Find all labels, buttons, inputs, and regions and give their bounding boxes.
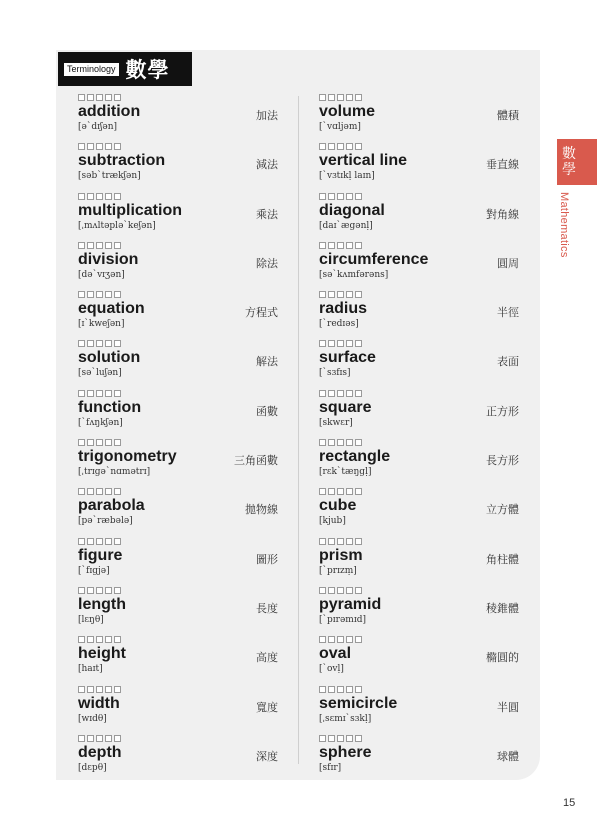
vocab-entry [319, 242, 519, 290]
vocab-word: oval [319, 645, 352, 663]
review-checkbox[interactable] [87, 193, 94, 200]
vocab-translation: 角柱體 [486, 552, 519, 566]
review-checkbox[interactable] [355, 94, 362, 101]
vocab-entry [78, 439, 278, 487]
review-checkbox[interactable] [78, 390, 85, 397]
vocab-word: surface [319, 349, 376, 367]
vocab-pronunciation: [səˋluʃən] [78, 368, 122, 379]
vocab-translation: 稜錐體 [486, 601, 519, 615]
review-checkboxes [319, 291, 519, 299]
review-checkbox[interactable] [78, 94, 85, 101]
vocab-entry [78, 488, 278, 536]
review-checkbox[interactable] [328, 439, 335, 446]
side-tab-subtitle: Mathematics [558, 192, 570, 258]
vocab-pronunciation: [ˋvɑljəm] [319, 122, 361, 132]
vocab-word: multiplication [78, 201, 182, 219]
vocab-word: figure [78, 546, 123, 564]
vocab-word: equation [78, 300, 145, 318]
review-checkboxes [319, 686, 519, 694]
review-checkbox[interactable] [355, 636, 362, 643]
review-checkboxes [319, 340, 519, 348]
review-checkbox[interactable] [87, 636, 94, 643]
vocab-translation: 體積 [497, 109, 519, 122]
review-checkbox[interactable] [346, 636, 353, 643]
review-checkboxes [319, 488, 519, 496]
review-checkbox[interactable] [346, 439, 353, 446]
vocab-word: rectangle [319, 448, 391, 466]
vocab-word: volume [319, 103, 376, 120]
vocab-entry [319, 94, 519, 142]
side-tab-title: 數學 [562, 146, 576, 178]
vocab-pronunciation: [ˌsɛmɪˋsɜkḷ] [319, 713, 372, 724]
review-checkboxes [78, 488, 278, 496]
vocab-translation: 圓周 [497, 256, 519, 270]
review-checkbox[interactable] [78, 143, 85, 150]
review-checkbox[interactable] [87, 390, 94, 397]
review-checkbox[interactable] [78, 488, 85, 495]
vocab-translation: 表面 [497, 355, 519, 369]
vocab-word: semicircle [319, 694, 398, 712]
review-checkbox[interactable] [337, 143, 344, 150]
review-checkboxes [78, 94, 278, 102]
review-checkbox[interactable] [114, 735, 121, 742]
vocab-translation: 三角函數 [234, 454, 278, 468]
review-checkbox[interactable] [78, 735, 85, 742]
review-checkbox[interactable] [87, 686, 94, 693]
review-checkbox[interactable] [328, 587, 335, 594]
review-checkbox[interactable] [78, 291, 85, 298]
vocab-translation: 減法 [256, 158, 278, 172]
vocab-entry [319, 636, 519, 684]
review-checkbox[interactable] [319, 488, 326, 495]
review-checkboxes [78, 143, 278, 151]
review-checkbox[interactable] [87, 340, 94, 347]
review-checkbox[interactable] [105, 587, 112, 594]
right-column [319, 93, 519, 783]
review-checkboxes [319, 439, 519, 447]
vocab-entry [78, 143, 278, 191]
review-checkbox[interactable] [114, 439, 121, 446]
review-checkbox[interactable] [114, 94, 121, 101]
review-checkboxes [319, 636, 519, 644]
review-checkbox[interactable] [337, 439, 344, 446]
review-checkboxes [319, 94, 519, 102]
review-checkbox[interactable] [319, 193, 326, 200]
vocab-translation: 乘法 [256, 207, 278, 221]
review-checkbox[interactable] [96, 538, 103, 545]
review-checkbox[interactable] [96, 143, 103, 150]
vocab-entry [319, 735, 519, 783]
vocab-word: prism [319, 546, 363, 564]
vocab-pronunciation: [əˋdɪʃən] [78, 122, 118, 132]
review-checkbox[interactable] [355, 390, 362, 397]
review-checkbox[interactable] [105, 636, 112, 643]
review-checkbox[interactable] [96, 488, 103, 495]
vocab-translation: 方程式 [245, 306, 278, 320]
review-checkbox[interactable] [96, 636, 103, 643]
vocab-pronunciation: [skwɛr] [319, 417, 353, 428]
vocab-word: diagonal [319, 201, 385, 219]
page-number: 15 [563, 797, 576, 809]
review-checkbox[interactable] [355, 686, 362, 693]
vocab-translation: 球體 [497, 749, 519, 763]
review-checkbox[interactable] [96, 735, 103, 742]
terminology-header [58, 52, 192, 86]
review-checkbox[interactable] [319, 439, 326, 446]
vocab-word: pyramid [319, 595, 382, 613]
vocab-pronunciation: [dɛpθ] [78, 762, 107, 773]
vocab-translation: 對角線 [486, 207, 519, 221]
vocab-entry [78, 587, 278, 635]
vocab-translation: 寬度 [256, 700, 278, 714]
vocab-entry [78, 390, 278, 438]
review-checkbox[interactable] [346, 291, 353, 298]
review-checkbox[interactable] [319, 686, 326, 693]
review-checkbox[interactable] [337, 193, 344, 200]
review-checkbox[interactable] [355, 735, 362, 742]
review-checkbox[interactable] [346, 94, 353, 101]
review-checkbox[interactable] [319, 735, 326, 742]
review-checkbox[interactable] [328, 242, 335, 249]
review-checkbox[interactable] [96, 291, 103, 298]
vocab-entry [319, 291, 519, 339]
vocab-translation: 長方形 [486, 454, 519, 468]
vocab-pronunciation: [pəˋræbələ] [78, 516, 133, 527]
review-checkbox[interactable] [96, 439, 103, 446]
review-checkbox[interactable] [105, 488, 112, 495]
review-checkboxes [78, 735, 278, 743]
review-checkbox[interactable] [78, 686, 85, 693]
vocab-entry [319, 488, 519, 536]
review-checkbox[interactable] [337, 340, 344, 347]
review-checkbox[interactable] [105, 538, 112, 545]
vocab-translation: 正方形 [486, 404, 519, 418]
review-checkbox[interactable] [319, 143, 326, 150]
review-checkbox[interactable] [319, 291, 326, 298]
review-checkbox[interactable] [87, 291, 94, 298]
vocab-entry [319, 587, 519, 635]
review-checkbox[interactable] [355, 587, 362, 594]
vocab-pronunciation: [dəˋvɪʒən] [78, 269, 125, 280]
review-checkboxes [319, 587, 519, 595]
vocab-entry [78, 340, 278, 388]
review-checkbox[interactable] [337, 686, 344, 693]
review-checkbox[interactable] [355, 193, 362, 200]
review-checkbox[interactable] [96, 340, 103, 347]
review-checkbox[interactable] [337, 94, 344, 101]
vocab-pronunciation: [ˋredɪəs] [319, 319, 359, 330]
vocab-word: solution [78, 349, 141, 367]
review-checkbox[interactable] [78, 538, 85, 545]
review-checkbox[interactable] [78, 439, 85, 446]
review-checkbox[interactable] [87, 143, 94, 150]
review-checkbox[interactable] [319, 587, 326, 594]
vocab-translation: 拋物線 [245, 503, 278, 517]
review-checkbox[interactable] [355, 242, 362, 249]
vocab-word: trigonometry [78, 448, 177, 466]
review-checkboxes [78, 291, 278, 299]
review-checkbox[interactable] [346, 242, 353, 249]
review-checkbox[interactable] [337, 636, 344, 643]
vocab-translation: 解法 [256, 355, 278, 369]
vocab-pronunciation: [ˋsɜfɪs] [319, 368, 351, 379]
review-checkboxes [319, 538, 519, 546]
review-checkbox[interactable] [319, 538, 326, 545]
review-checkbox[interactable] [337, 538, 344, 545]
review-checkbox[interactable] [105, 143, 112, 150]
vocab-translation: 垂直線 [486, 158, 519, 172]
review-checkboxes [78, 242, 278, 250]
vocab-pronunciation: [ˋfɪgjə] [78, 565, 110, 576]
review-checkbox[interactable] [355, 538, 362, 545]
review-checkboxes [78, 686, 278, 694]
review-checkbox[interactable] [319, 636, 326, 643]
vocab-entry [78, 538, 278, 586]
section-title: 數學 [125, 58, 170, 82]
review-checkbox[interactable] [328, 340, 335, 347]
vocab-pronunciation: [səbˋtrækʃən] [78, 171, 141, 182]
vocab-translation: 除法 [256, 256, 278, 270]
vocab-translation: 立方體 [486, 503, 519, 517]
review-checkbox[interactable] [346, 587, 353, 594]
vocab-pronunciation: [ˋvɜtɪkḷ laɪn] [319, 171, 375, 182]
review-checkbox[interactable] [337, 735, 344, 742]
review-checkbox[interactable] [337, 587, 344, 594]
vocab-translation: 半圓 [497, 700, 519, 714]
review-checkboxes [78, 636, 278, 644]
vocab-translation: 長度 [256, 601, 278, 615]
review-checkbox[interactable] [346, 340, 353, 347]
review-checkbox[interactable] [87, 587, 94, 594]
vocab-entry [319, 538, 519, 586]
review-checkboxes [78, 587, 278, 595]
vocab-word: height [78, 645, 126, 663]
review-checkbox[interactable] [87, 488, 94, 495]
review-checkbox[interactable] [328, 686, 335, 693]
vocab-word: radius [319, 300, 368, 318]
vocab-pronunciation: [ˋfʌŋkʃən] [78, 417, 123, 428]
review-checkbox[interactable] [96, 390, 103, 397]
vocab-word: subtraction [78, 152, 166, 170]
review-checkbox[interactable] [355, 291, 362, 298]
vocab-entry [78, 193, 278, 241]
review-checkbox[interactable] [105, 340, 112, 347]
vocab-entry [319, 390, 519, 438]
vocab-pronunciation: [rɛkˋtæŋgḷ] [319, 467, 372, 478]
vocab-pronunciation: [wɪdθ] [78, 713, 107, 724]
vocab-translation: 高度 [256, 651, 278, 665]
review-checkboxes [319, 242, 519, 250]
review-checkboxes [78, 193, 278, 201]
review-checkbox[interactable] [355, 340, 362, 347]
review-checkbox[interactable] [78, 587, 85, 594]
review-checkbox[interactable] [328, 143, 335, 150]
review-checkbox[interactable] [105, 242, 112, 249]
review-checkbox[interactable] [319, 242, 326, 249]
vocab-word: depth [78, 743, 122, 761]
review-checkbox[interactable] [96, 242, 103, 249]
review-checkbox[interactable] [96, 94, 103, 101]
review-checkbox[interactable] [87, 94, 94, 101]
review-checkboxes [319, 143, 519, 151]
review-checkbox[interactable] [114, 390, 121, 397]
review-checkbox[interactable] [346, 390, 353, 397]
vocab-pronunciation: [ˋprɪzṃ] [319, 565, 357, 576]
vocab-entry [319, 686, 519, 734]
vocab-word: width [78, 694, 120, 712]
review-checkbox[interactable] [96, 587, 103, 594]
vocab-translation: 橢圓的 [486, 651, 519, 665]
vocab-translation: 圖形 [256, 552, 278, 566]
review-checkbox[interactable] [328, 636, 335, 643]
review-checkbox[interactable] [78, 636, 85, 643]
review-checkbox[interactable] [337, 390, 344, 397]
review-checkbox[interactable] [337, 291, 344, 298]
review-checkboxes [78, 538, 278, 546]
review-checkboxes [78, 340, 278, 348]
review-checkbox[interactable] [328, 538, 335, 545]
vocab-word: function [78, 398, 142, 416]
vocab-word: square [319, 398, 372, 416]
vocab-translation: 加法 [256, 109, 278, 122]
vocab-pronunciation: [sfɪr] [319, 762, 342, 773]
review-checkbox[interactable] [328, 291, 335, 298]
vocab-word: cube [319, 497, 357, 515]
review-checkbox[interactable] [337, 242, 344, 249]
review-checkbox[interactable] [105, 390, 112, 397]
review-checkbox[interactable] [328, 94, 335, 101]
review-checkbox[interactable] [346, 488, 353, 495]
review-checkbox[interactable] [114, 242, 121, 249]
review-checkbox[interactable] [328, 735, 335, 742]
review-checkbox[interactable] [78, 242, 85, 249]
review-checkbox[interactable] [114, 340, 121, 347]
vocab-entry [78, 686, 278, 734]
review-checkbox[interactable] [78, 193, 85, 200]
vocab-pronunciation: [haɪt] [78, 664, 103, 675]
vocab-word: sphere [319, 743, 372, 761]
vocab-word: addition [78, 103, 141, 120]
vocab-entry [319, 143, 519, 191]
vocab-translation: 深度 [256, 749, 278, 763]
vocab-entry [319, 193, 519, 241]
vocab-pronunciation: [səˋkʌmfərəns] [319, 269, 389, 280]
review-checkbox[interactable] [78, 340, 85, 347]
vocab-pronunciation: [ˌmʌltəpləˋkeʃən] [78, 220, 156, 231]
vocab-word: length [78, 595, 126, 613]
review-checkbox[interactable] [319, 94, 326, 101]
review-checkbox[interactable] [105, 735, 112, 742]
vocab-pronunciation: [ˋpɪrəmɪd] [319, 614, 366, 625]
review-checkbox[interactable] [355, 439, 362, 446]
review-checkbox[interactable] [87, 538, 94, 545]
review-checkbox[interactable] [96, 686, 103, 693]
review-checkbox[interactable] [346, 143, 353, 150]
vocab-pronunciation: [ˋovḷ] [319, 664, 344, 675]
column-divider [298, 96, 299, 764]
review-checkbox[interactable] [114, 291, 121, 298]
vocab-entry [319, 340, 519, 388]
vocab-entry [78, 735, 278, 783]
review-checkbox[interactable] [328, 193, 335, 200]
vocab-word: circumference [319, 250, 429, 268]
vocab-translation: 半徑 [497, 306, 519, 320]
review-checkbox[interactable] [337, 488, 344, 495]
vocab-translation: 函數 [256, 404, 278, 418]
review-checkbox[interactable] [346, 735, 353, 742]
terminology-label: Terminology [63, 62, 120, 77]
review-checkbox[interactable] [114, 193, 121, 200]
review-checkbox[interactable] [114, 636, 121, 643]
review-checkbox[interactable] [328, 390, 335, 397]
vocab-pronunciation: [daɪˋægənḷ] [319, 220, 373, 231]
review-checkbox[interactable] [87, 735, 94, 742]
review-checkbox[interactable] [346, 193, 353, 200]
review-checkboxes [78, 439, 278, 447]
vocab-pronunciation: [kjub] [319, 516, 346, 527]
review-checkbox[interactable] [105, 439, 112, 446]
review-checkbox[interactable] [114, 538, 121, 545]
review-checkbox[interactable] [114, 488, 121, 495]
review-checkbox[interactable] [346, 686, 353, 693]
vocab-pronunciation: [ɪˋkweʃən] [78, 319, 125, 330]
vocab-word: division [78, 250, 139, 268]
vocab-entry [78, 636, 278, 684]
review-checkbox[interactable] [114, 143, 121, 150]
review-checkbox[interactable] [319, 390, 326, 397]
review-checkbox[interactable] [355, 143, 362, 150]
review-checkbox[interactable] [87, 439, 94, 446]
vocab-entry [78, 291, 278, 339]
review-checkbox[interactable] [105, 193, 112, 200]
side-tab[interactable] [557, 139, 597, 185]
review-checkbox[interactable] [355, 488, 362, 495]
review-checkboxes [319, 193, 519, 201]
review-checkbox[interactable] [114, 587, 121, 594]
review-checkbox[interactable] [105, 94, 112, 101]
vocab-word: parabola [78, 497, 145, 515]
review-checkbox[interactable] [105, 291, 112, 298]
vocab-pronunciation: [ˌtrɪgəˋnɑmətrɪ] [78, 467, 151, 478]
vocab-pronunciation: [lɛŋθ] [78, 614, 104, 625]
review-checkbox[interactable] [96, 193, 103, 200]
review-checkbox[interactable] [319, 340, 326, 347]
left-column [78, 93, 278, 783]
review-checkbox[interactable] [87, 242, 94, 249]
review-checkboxes [319, 735, 519, 743]
review-checkboxes [78, 390, 278, 398]
vocab-entry [78, 242, 278, 290]
review-checkboxes [319, 390, 519, 398]
vocab-word: vertical line [319, 152, 408, 170]
review-checkbox[interactable] [105, 686, 112, 693]
vocab-entry [319, 439, 519, 487]
review-checkbox[interactable] [114, 686, 121, 693]
review-checkbox[interactable] [346, 538, 353, 545]
vocab-entry [78, 94, 278, 142]
review-checkbox[interactable] [328, 488, 335, 495]
